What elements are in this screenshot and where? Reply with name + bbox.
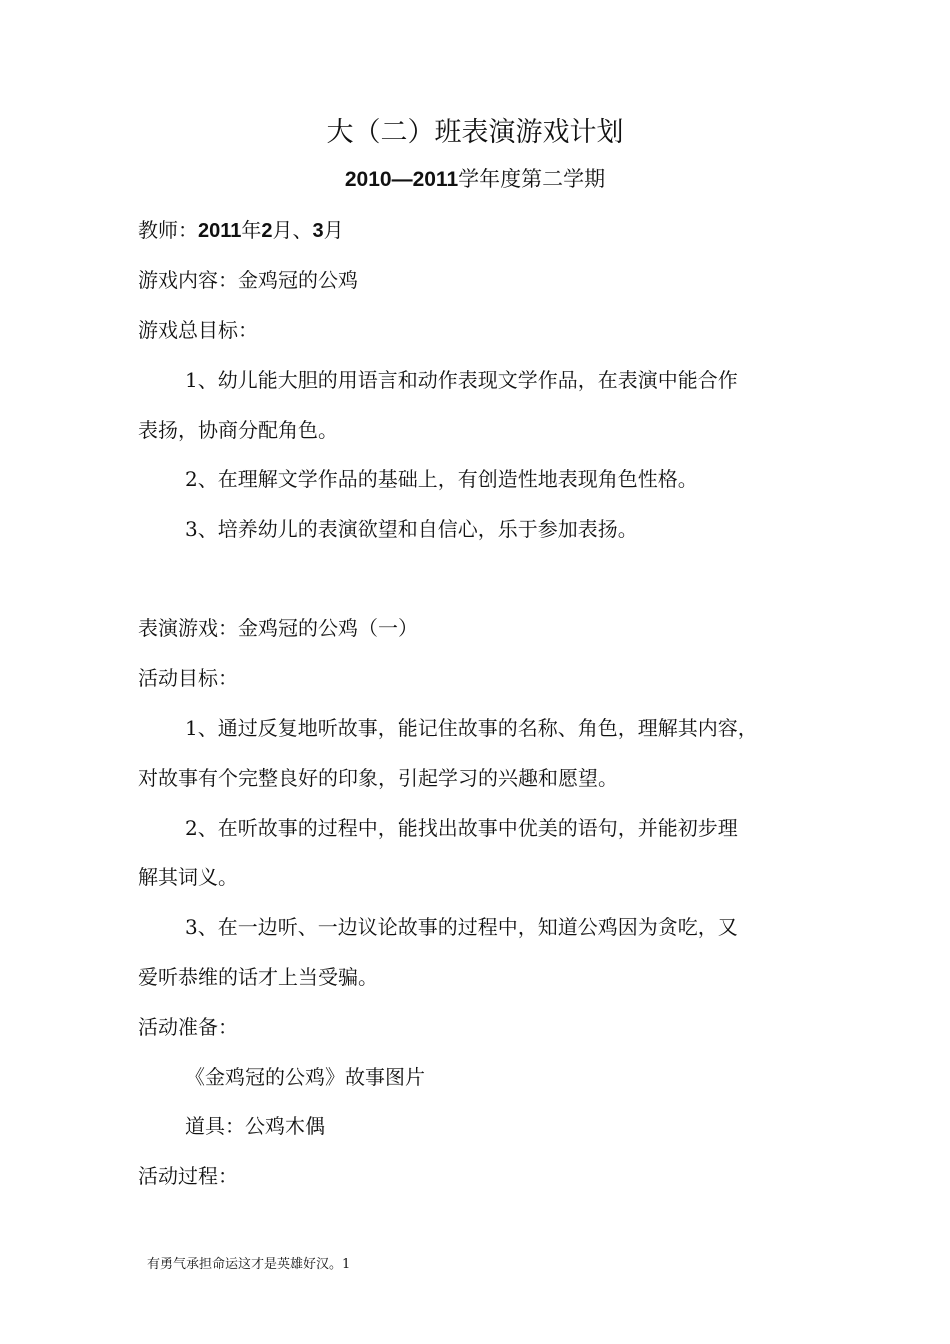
- activity-preparation-heading: 活动准备：: [138, 1015, 238, 1039]
- year-char: 年: [241, 218, 262, 242]
- activity-goals-heading: 活动目标：: [138, 666, 238, 690]
- month-end: 月: [323, 218, 344, 242]
- school-year: 2010—2011: [344, 168, 459, 191]
- activity-goal-2-continued: 解其词义。: [138, 865, 238, 889]
- preparation-props: 道具：公鸡木偶: [185, 1114, 325, 1138]
- activity-goal-2: 2、在听故事的过程中，能找出故事中优美的语句，并能初步理: [185, 816, 738, 840]
- goal-item-1-continued: 表扬，协商分配角色。: [138, 418, 338, 442]
- page-number: 1: [342, 1257, 351, 1272]
- month-one: 2: [261, 220, 273, 242]
- teacher-label: 教师：: [138, 218, 198, 242]
- activity-goal-3-continued: 爱听恭维的话才上当受骗。: [138, 965, 378, 989]
- goal-item-3: 3、培养幼儿的表演欲望和自信心，乐于参加表扬。: [185, 517, 638, 541]
- goal-item-1: 1、幼儿能大胆的用语言和动作表现文学作品，在表演中能合作: [185, 368, 738, 392]
- term-label: 学年度第二学期: [458, 167, 606, 191]
- page-footer: [147, 1256, 350, 1274]
- activity-process-heading: 活动过程：: [138, 1164, 238, 1188]
- activity-goal-1: 1、通过反复地听故事，能记住故事的名称、角色，理解其内容，: [185, 716, 758, 740]
- overall-goals-heading: 游戏总目标：: [138, 318, 258, 342]
- footer-quote: 有勇气承担命运这才是英雄好汉。: [147, 1257, 343, 1272]
- activity-goal-1-continued: 对故事有个完整良好的印象，引起学习的兴趣和愿望。: [138, 766, 618, 790]
- activity-goal-3: 3、在一边听、一边议论故事的过程中，知道公鸡因为贪吃，又: [185, 915, 738, 939]
- preparation-story-pictures: 《金鸡冠的公鸡》故事图片: [185, 1065, 425, 1089]
- teacher-line: [138, 216, 344, 245]
- month-separator: 月、: [272, 218, 313, 242]
- goal-item-2: 2、在理解文学作品的基础上，有创造性地表现角色性格。: [185, 467, 698, 491]
- performance-game-heading: 表演游戏：金鸡冠的公鸡（一）: [138, 616, 418, 640]
- game-content-line: 游戏内容：金鸡冠的公鸡: [138, 268, 358, 292]
- document-subtitle: [0, 164, 950, 195]
- month-two: 3: [312, 220, 324, 242]
- teacher-year: 2011: [198, 220, 242, 242]
- document-title: 大（二）班表演游戏计划: [326, 117, 624, 148]
